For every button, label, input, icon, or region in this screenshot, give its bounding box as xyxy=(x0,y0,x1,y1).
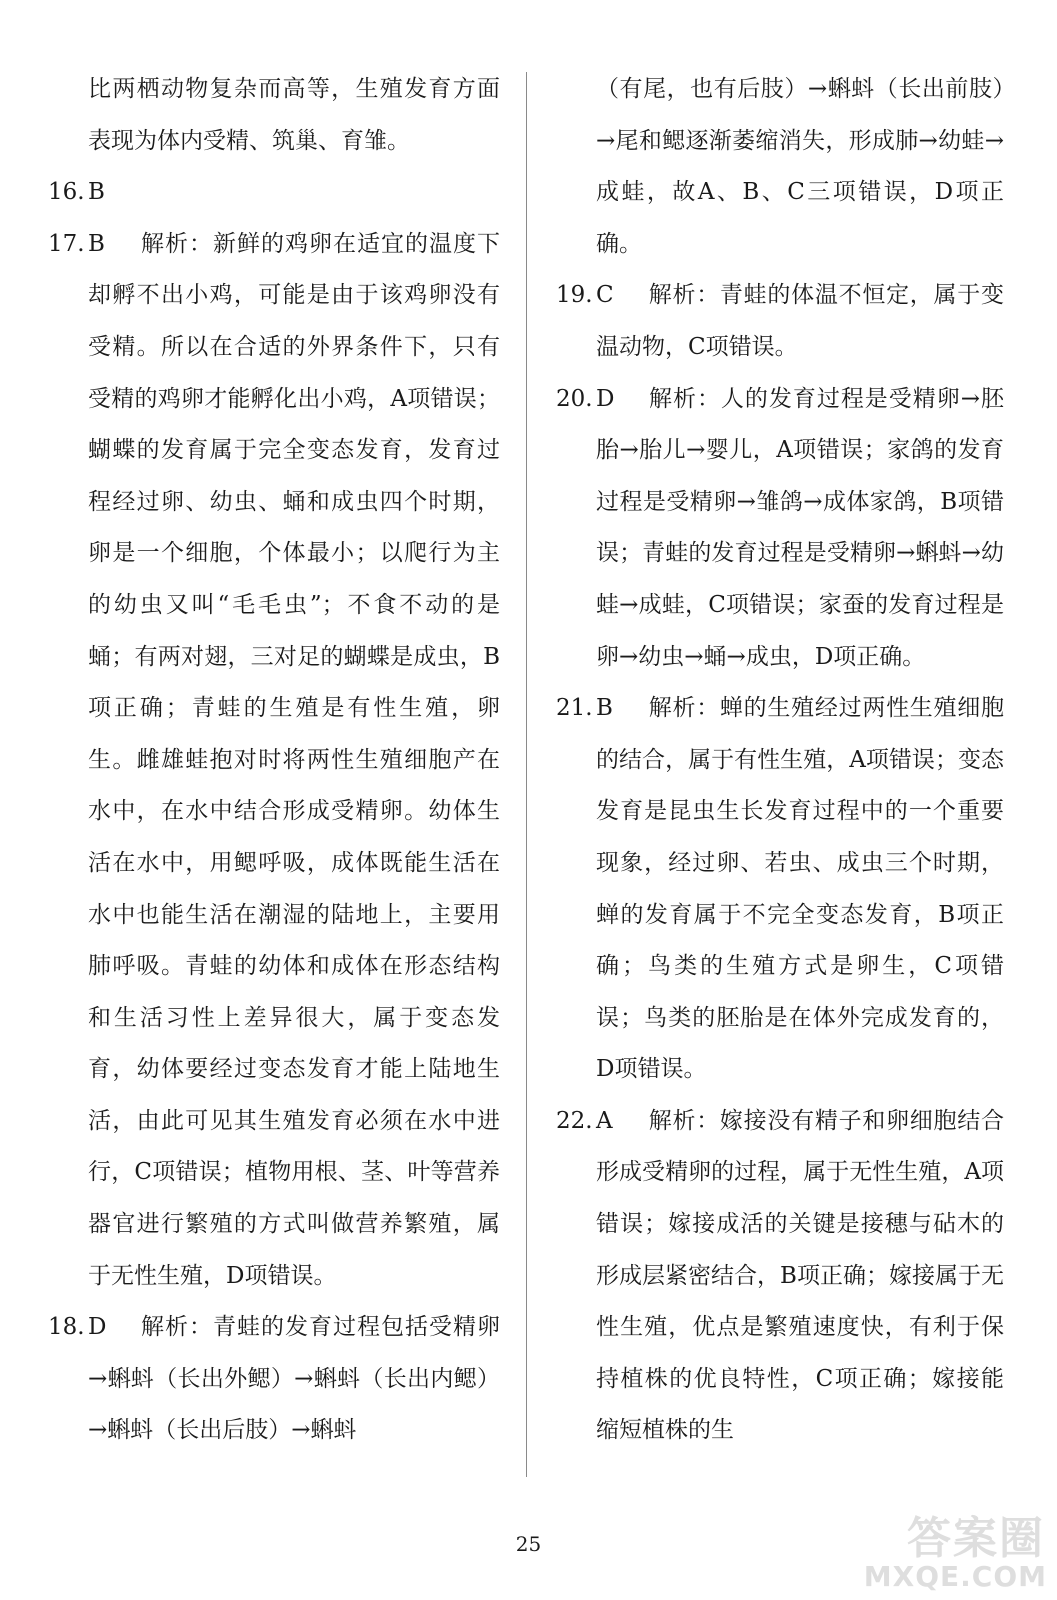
item-explanation: 解析：青蛙的发育过程包括受精卵→蝌蚪（长出外鳃）→蝌蚪（长出内鳃）→蝌蚪（长出后肢）→蝌蚪 xyxy=(88,1314,500,1444)
item-answer: B xyxy=(596,695,613,722)
right-continuation-text: （有尾，也有后肢）→蝌蚪（长出前肢）→尾和鳃逐渐萎缩消失，形成肺→幼蛙→成蛙，故A、B、C三项错误，D项正确。 xyxy=(596,76,1004,257)
item-answer: A xyxy=(596,1107,613,1134)
left-column xyxy=(48,64,500,1534)
item-answer: D xyxy=(596,385,615,412)
item-number: 18. xyxy=(48,1314,85,1341)
item-number: 21. xyxy=(556,695,593,722)
answer-item-16 xyxy=(48,167,500,219)
answer-item-20 xyxy=(556,374,1004,684)
item-answer: B xyxy=(88,179,105,206)
answer-item-22 xyxy=(556,1096,1004,1457)
item-number: 22. xyxy=(556,1107,593,1134)
item-explanation: 解析：嫁接没有精子和卵细胞结合形成受精卵的过程，属于无性生殖，A项错误；嫁接成活的关键是接穗与砧木的形成层紧密结合，B项正确；嫁接属于无性生殖，优点是繁殖速度快，有利于保持植株的优良特性，C项正确；嫁接能缩短植株的生 xyxy=(596,1107,1004,1444)
item-number: 17. xyxy=(48,230,85,257)
item-explanation: 解析：青蛙的体温不恒定，属于变温动物，C项错误。 xyxy=(596,282,1004,360)
column-divider xyxy=(526,72,527,1477)
watermark-url: MXQE.COM xyxy=(863,1560,1047,1593)
answer-item-19 xyxy=(556,270,1004,373)
item-number: 19. xyxy=(556,282,593,309)
page-number: 25 xyxy=(515,1532,542,1556)
item-explanation: 解析：新鲜的鸡卵在适宜的温度下却孵不出小鸡，可能是由于该鸡卵没有受精。所以在合适的外界条件下，只有受精的鸡卵才能孵化出小鸡，A项错误；蝴蝶的发育属于完全变态发育，发育过程经过卵、幼虫、蛹和成虫四个时期，卵是一个细胞，个体最小；以爬行为主的幼虫又叫“毛毛虫”；不食不动的是蛹；有两对翅，三对足的蝴蝶是成虫，B项正确；青蛙的生殖是有性生殖，卵生。雌雄蛙抱对时将两性生殖细胞产在水中，在水中结合形成受精卵。幼体生活在水中，用鳃呼吸，成体既能生活在水中也能生活在潮湿的陆地上，主要用肺呼吸。青蛙的幼体和成体在形态结构和生活习性上差异很大，属于变态发育，幼体要经过变态发育才能上陆地生活，由此可见其生殖发育必须在水中进行，C项错误；植物用根、茎、叶等营养器官进行繁殖的方式叫做营养繁殖，属于无性生殖，D项错误。 xyxy=(88,230,500,1289)
item-number: 16. xyxy=(48,179,85,206)
answer-item-21 xyxy=(556,683,1004,1096)
right-column xyxy=(556,64,1004,1534)
answer-item-17 xyxy=(48,219,500,1302)
watermark-logo-text: 答案圈 xyxy=(907,1513,1045,1564)
item-answer: D xyxy=(88,1314,107,1341)
item-explanation: 解析：蝉的生殖经过两性生殖细胞的结合，属于有性生殖，A项错误；变态发育是昆虫生长发育过程中的一个重要现象，经过卵、若虫、成虫三个时期，蝉的发育属于不完全变态发育，B项正确；鸟类的生殖方式是卵生，C项错误；鸟类的胚胎是在体外完成发育的，D项错误。 xyxy=(596,695,1004,1083)
item-answer: B xyxy=(88,230,105,257)
item-answer: C xyxy=(596,282,614,309)
watermark xyxy=(842,1500,1057,1600)
left-continuation-text: 比两栖动物复杂而高等，生殖发育方面表现为体内受精、筑巢、育雏。 xyxy=(88,76,500,154)
answer-item-18 xyxy=(48,1302,500,1457)
item-number: 20. xyxy=(556,385,593,412)
item-explanation: 解析：人的发育过程是受精卵→胚胎→胎儿→婴儿，A项错误；家鸽的发育过程是受精卵→雏鸽→成体家鸽，B项错误；青蛙的发育过程是受精卵→蝌蚪→幼蛙→成蛙，C项错误；家蚕的发育过程是卵→幼虫→蛹→成虫，D项正确。 xyxy=(596,385,1004,670)
